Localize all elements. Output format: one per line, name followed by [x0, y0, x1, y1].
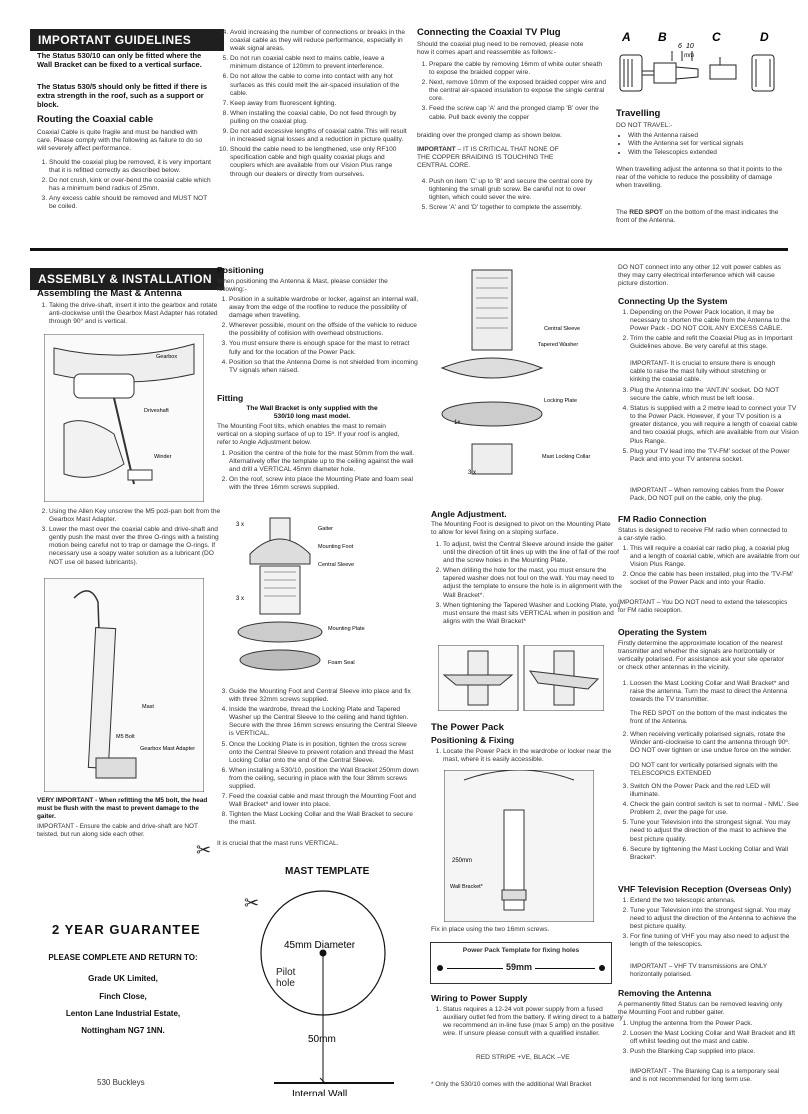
guarantee-sub: PLEASE COMPLETE AND RETURN TO: — [48, 953, 198, 962]
label-gaiter: Gaiter — [318, 526, 333, 532]
important-guidelines-banner: IMPORTANT GUIDELINES — [30, 29, 224, 51]
power-steps — [431, 748, 623, 766]
list-item: 2. Tune your Television into the strongest signal. You may need to adjust the direction of the Antenna to achieve the best picture quality. — [630, 907, 800, 931]
list-item: 1. Locate the Power Pack in the wardrobe or locker near the mast, where it is easily accessible. — [443, 748, 623, 764]
list-item: 3. Plug the Antenna into the 'ANT.IN' socket. DO NOT secure the cable, which must be left loose. — [630, 387, 800, 403]
list-item: 2. Loosen the Mast Locking Collar and Wall Bracket and lift off whilst feeding out the mast and cable. — [630, 1030, 800, 1046]
positioning-intro: When positioning the Antenna & Mast, please consider the following:- — [217, 278, 388, 294]
list-item: 1. Status requires a 12-24 volt power supply from a fused auxiliary outlet fed from the battery. If wiring direct to a battery we recommend an in-line fuse (max 5 amp) on the positive wire. If unsure please consult with a qualified installer. — [443, 1006, 623, 1038]
fm-note: IMPORTANT – You DO NOT need to extend the telescopics for FM radio reception. — [618, 599, 788, 614]
list-item: 1. This will require a coaxial car radio plug, a coaxial plug and a length of coaxial cable, which are available from our Vision Plus Range. — [630, 545, 800, 569]
label-central-sleeve-2: Central Sleeve — [544, 326, 581, 332]
mounting-foot-figure — [230, 514, 406, 682]
travelling-heading: Travelling — [616, 108, 661, 119]
red-spot: RED SPOT — [629, 209, 663, 216]
angle-steps — [431, 541, 623, 628]
list-item: 6. Do not allow the cable to come into contact with any hot surfaces as this could melt the air-spaced insulation of the cable. — [230, 73, 410, 97]
fitting-steps-a — [217, 450, 419, 494]
label-gearbox: Gearbox — [156, 354, 178, 360]
label-3x-lock: 3 x — [468, 470, 477, 476]
positioning-heading: Positioning — [217, 265, 264, 275]
list-item: • With the Antenna set for vertical signals — [628, 140, 798, 148]
list-item: 6. Secure by tightening the Mast Locking Collar and Wall Bracket*. — [630, 846, 800, 862]
list-item: 1. Should the coaxial plug be removed, it is very important that it is refitted correctly as described below. — [49, 159, 215, 175]
red-spot-pre: The — [616, 209, 630, 216]
label-foam-seal: Foam Seal — [328, 660, 355, 666]
list-item: 5. Tune your Television into the strongest signal. You may need to adjust the direction of the mast to achieve the best picture quality. — [630, 819, 800, 843]
connect-steps — [618, 309, 800, 353]
connect-note-2: IMPORTANT – When removing cables from the Power Pack, DO NOT pull on the cable, only the plug. — [630, 487, 785, 502]
label-3x-mid: 3 x — [236, 596, 245, 602]
fig-dim-mm: mm — [684, 53, 694, 59]
label-locking-plate: Locking Plate — [544, 398, 578, 404]
fig-dim-10: 10 — [686, 43, 694, 50]
address-line-4: Nottingham NG7 1NN. — [81, 1026, 165, 1035]
list-item: 2. When receiving vertically polarised signals, rotate the Winder anti-clockwise to cant the antenna through 90º. DO NOT over tighten or use undue force on the winder. — [630, 731, 800, 755]
removing-heading: Removing the Antenna — [618, 988, 712, 998]
op-note-b: DO NOT cant for vertically polarised signals with the TELESCOPICS EXTENDED — [630, 762, 778, 777]
operating-heading: Operating the System — [618, 627, 707, 637]
list-item: 3. For fine tuning of VHF you may also need to adjust the length of the telescopics. — [630, 933, 800, 949]
footnote: * Only the 530/10 comes with the additional Wall Bracket — [431, 1081, 592, 1088]
list-item: 3. Any excess cable should be removed and MUST NOT be coiled. — [49, 195, 215, 211]
intro-530-5: The Status 530/5 should only be fitted if there is extra strength in the roof, such as a support or block. — [37, 82, 208, 109]
travelling-bullets — [616, 132, 798, 157]
fig-dim-6: 6 — [678, 43, 682, 50]
power-pack-template — [430, 942, 612, 984]
list-item: 4. Position so that the Antenna Dome is not shielded from incoming TV signals when raised. — [229, 359, 419, 375]
routing-heading: Routing the Coaxial cable — [37, 114, 154, 125]
vhf-heading: VHF Television Reception (Overseas Only) — [618, 884, 792, 894]
op-steps-b — [618, 731, 800, 757]
list-item: 5. Plug your TV lead into the 'TV-FM' socket of the Power Pack and into your TV antenna socket. — [630, 448, 800, 464]
important-text: – IT IS CRITICAL THAT NONE OF THE COPPER BRAIDING IS TOUCHING THE CENTRAL CORE. — [417, 146, 559, 170]
travelling-text: When travelling adjust the antenna so that it points to the rear of the vehicle to reduce the possibility of damage when travelling. — [616, 166, 783, 190]
address-line-3: Lenton Lane Industrial Estate, — [65, 1009, 181, 1018]
coax-important — [417, 146, 567, 170]
intro-530-10: The Status 530/10 can only be fitted where the Wall Bracket can be fixed to a vertical surface. — [37, 51, 202, 69]
list-item: 2. Next, remove 10mm of the exposed braided copper wire and the central air-spaced insulation to expose the single central core. — [429, 79, 609, 103]
list-item: 4. Push on item 'C' up to 'B' and secure the central core by tightening the small grub screw. Be careful not to over tighten, which could sever the wire. — [429, 178, 609, 202]
fitting-steps-b — [217, 688, 419, 830]
important-note: IMPORTANT - Ensure the cable and drive-shaft are NOT twisted, but run along side each other. — [37, 823, 198, 838]
red-spot-post: on the bottom of the mast indicates the front of the Antenna. — [616, 209, 779, 225]
gearbox-figure — [44, 334, 204, 502]
fm-text: Status is designed to receive FM radio when connected to a car-style radio. — [618, 527, 788, 543]
angle-heading: Angle Adjustment. — [431, 509, 507, 519]
assembly-banner: ASSEMBLY & INSTALLATION — [30, 268, 224, 290]
template-wall: Internal Wall — [292, 1089, 348, 1096]
connect-note: IMPORTANT- It is crucial to ensure there is enough cable to raise the mast fully without stretching or kinking the coaxial cable. — [630, 360, 776, 383]
list-item: • With the Antenna raised — [628, 132, 798, 140]
wiring-heading: Wiring to Power Supply — [431, 993, 528, 1003]
list-item: 1. Position in a suitable wardrobe or locker, against an internal wall, away from the edge of the roofline to reduce the possibility of damage when travelling. — [229, 296, 419, 320]
label-mast: Mast — [142, 704, 154, 710]
list-item: 1. To adjust, twist the Central Sleeve around inside the gaiter until the direction of tilt lines up with the line of fall of the roof and the screw holes in the Mounting Plate. — [443, 541, 623, 565]
list-item: 6. When installing a 530/10, position the Wall Bracket 250mm down from the ceiling, securing in place with the four 38mm screws supplied. — [229, 767, 419, 791]
routing-list-a — [37, 159, 215, 214]
op-steps-a — [618, 680, 800, 706]
list-item: 4. Status is supplied with a 2 metre lead to connect your TV to the Power Pack. However, if your TV position is a greater distance, you will require a length of coaxial cable and two coaxial plugs, which are available from our Vision Plus Range. — [630, 405, 800, 445]
label-winder: Winder — [154, 454, 172, 460]
coax-plug-figure — [614, 25, 784, 105]
mast-template-title: MAST TEMPLATE — [285, 866, 370, 877]
address-line-1: Grade UK Limited, — [88, 974, 158, 983]
list-item: 2. Using the Allen Key unscrew the M5 pozi-pan bolt from the Gearbox Mast Adapter. — [49, 508, 221, 524]
fig-label-d: D — [760, 30, 769, 44]
label-mounting-plate: Mounting Plate — [328, 626, 365, 632]
list-item: 2. Once the cable has been installed, plug into the 'TV-FM' socket of the Power Pack and into your Radio. — [630, 571, 800, 587]
fitting-text: The Mounting Foot tilts, which enables the mast to remain vertical on a sloping surface of up to 15º. If your roof is angled, refer to Angle Adjustment below. — [217, 423, 400, 447]
list-item: 2. Do not crush, kink or over-bend the coaxial cable which has a minimum bend radius of 25mm. — [49, 177, 215, 193]
list-item: 8. Tighten the Mast Locking Collar and the Wall Bracket to secure the mast. — [229, 811, 419, 827]
list-item: 3. Switch ON the Power Pack and the red LED will illuminate. — [630, 783, 800, 799]
coax-cont: braiding over the pronged clamp as shown below. — [417, 132, 562, 139]
label-250mm: 250mm — [452, 858, 473, 864]
label-gearbox-adapter: Gearbox Mast Adapter — [140, 746, 196, 752]
fig-label-a: A — [622, 30, 631, 44]
power-pack-sub: Positioning & Fixing — [431, 735, 515, 745]
list-item: 3. When tightening the Tapered Washer and Locking Plate, you must ensure the mast sits VERTICAL when in position and aligns with the Wall Bracket* — [443, 602, 623, 626]
remove-steps — [618, 1020, 800, 1058]
list-item: 4. Avoid increasing the number of connections or breaks in the coaxial cable as they will reduce performance, especially in weak signal areas. — [230, 29, 410, 53]
fixing-hole-right — [599, 965, 605, 971]
op-steps-c — [618, 783, 800, 864]
coax-plug-heading: Connecting the Coaxial TV Plug — [417, 27, 561, 38]
list-item: 7. Feed the coaxial cable and mast through the Mounting Foot and Wall Bracket* and lower into place. — [229, 793, 419, 809]
stripe-note: RED STRIPE +VE, BLACK –VE — [476, 1054, 570, 1061]
label-driveshaft: Driveshaft — [144, 408, 169, 414]
routing-list-b — [218, 29, 410, 181]
list-item: 9. Do not add excessive lengths of coaxial cable.This will result in increased signal losses and a reduction in picture quality. — [230, 128, 410, 144]
vhf-steps — [618, 897, 800, 952]
power-pack-figure — [444, 770, 594, 922]
list-item: 3. Push the Blanking Cap supplied into place. — [630, 1048, 800, 1056]
list-item: 1. Taking the drive-shaft, insert it into the gearbox and rotate anti-clockwise until the Gearbox Mast Adapter has rotated through 90° and is vertical. — [49, 302, 221, 326]
label-mounting-foot: Mounting Foot — [318, 544, 354, 550]
list-item: 1. Position the centre of the hole for the mast 50mm from the wall. Alternatively offer the template up to the ceiling against the wall and drill a VERTICAL 45mm diameter hole. — [229, 450, 419, 474]
mast-figure — [44, 578, 204, 792]
vhf-note: IMPORTANT – VHF TV transmissions are ONLY horizontally polarised. — [630, 963, 768, 978]
fitting-center-note: The Wall Bracket is only supplied with the 530/10 long mast model. — [246, 405, 378, 421]
list-item: 5. Once the Locking Plate is in position, tighten the cross screw onto the Central Sleeve to prevent rotation and thread the Mast Locking Collar onto the end of the Central Sleeve. — [229, 741, 419, 765]
list-item: 5. Do not run coaxial cable next to mains cable, leave a minimum distance of 120mm to prevent interference. — [230, 55, 410, 71]
critical-note: It is crucial that the mast runs VERTICAL. — [217, 840, 339, 847]
list-item: 8. When installing the coaxial cable, Do not feed through by pulling on the coaxial plug. — [230, 110, 410, 126]
coax-plug-intro: Should the coaxial plug need to be removed, please note how it comes apart and reassemble as follows:- — [417, 41, 584, 57]
list-item: 3. Guide the Mounting Foot and Central Sleeve into place and fix with three 32mm screws supplied. — [229, 688, 419, 704]
list-item: • With the Telescopics extended — [628, 149, 798, 157]
label-1x: 1x — [454, 420, 461, 426]
remove-note: IMPORTANT - The Blanking Cap is a temporary seal and is not recommended for long term use. — [630, 1068, 780, 1083]
locking-plate-figure — [432, 264, 612, 506]
address-line-2: Finch Close, — [99, 992, 147, 1001]
list-item: 4. Inside the wardrobe, thread the Locking Plate and Tapered Washer up the Central Sleeve to the ceiling and hand tighten. Secure with the three 16mm screws ensuring the Central Sleeve is VERTICAL. — [229, 706, 419, 738]
list-item: 2. When drilling the hole for the mast, you must ensure the tapered washer does not foul on the wall. You may need to adjust the template to ensure the hole is in alignment with the Wall Bracket*. — [443, 567, 623, 599]
important-lead: IMPORTANT — [417, 146, 456, 153]
list-item: 5. Screw 'A' and 'D' together to complete the assembly. — [429, 204, 609, 212]
fm-steps — [618, 545, 800, 589]
red-spot-text — [616, 209, 788, 225]
very-important-note: VERY IMPORTANT - When refitting the M5 bolt, the head must be flush with the mast to prevent damage to the gaiter. — [37, 797, 208, 820]
label-3x-top: 3 x — [236, 522, 245, 528]
label-m5-bolt: M5 Bolt — [116, 734, 135, 740]
fig-label-b: B — [658, 30, 667, 44]
positioning-list — [217, 296, 419, 377]
assembly-steps-a — [37, 302, 221, 328]
assembly-steps-b — [37, 508, 221, 569]
fig-label-c: C — [712, 30, 721, 44]
power-step-2: Fix in place using the two 16mm screws. — [431, 926, 550, 933]
wiring-steps — [431, 1006, 623, 1040]
list-item: 1. Prepare the cable by removing 16mm of white outer sheath to expose the braided copper wire. — [429, 61, 609, 77]
connecting-heading: Connecting Up the System — [618, 296, 728, 306]
travelling-sub: DO NOT TRAVEL:- — [616, 122, 673, 129]
guarantee-title: 2 YEAR GUARANTEE — [52, 922, 201, 937]
coax-steps-b — [417, 178, 609, 214]
fixing-hole-left — [437, 965, 443, 971]
list-item: 2. Trim the cable and refit the Coaxial Plug as in Important Guidelines above. Be very careful at this stage. — [630, 335, 800, 351]
coax-steps-a — [417, 61, 609, 124]
list-item: 3. Lower the mast over the coaxial cable and drive-shaft and gently push the mast over the three O-rings with a twisting motion being careful not to trap or damage the O-rings. If necessary use a soapy water solution as a lubricant (DO NOT use oil based lubricants). — [49, 526, 221, 566]
power-pack-heading: The Power Pack — [431, 722, 504, 733]
right-top-text: DO NOT connect into any other 12 volt power cables as they may carry electrical interference which will cause picture distortion. — [618, 264, 781, 288]
scissors-icon: ✂ — [244, 893, 260, 913]
template-diameter: 45mm Diameter — [284, 940, 356, 951]
list-item: 7. Keep away from fluorescent lighting. — [230, 100, 410, 108]
section-divider — [30, 248, 788, 251]
list-item: 1. Depending on the Power Pack location, it may be necessary to shorten the cable from the Antenna to the Power Pack - DO NOT COIL ANY EXCESS CABLE. — [630, 309, 800, 333]
footer-code: 530 Buckleys — [97, 1078, 145, 1087]
list-item: 3. You must ensure there is enough space for the mast to retract fully and for the location of the Power Pack. — [229, 340, 419, 356]
list-item: 2. Wherever possible, mount on the offside of the vehicle to reduce the possibility of collision with overhead obstructions. — [229, 322, 419, 338]
fm-heading: FM Radio Connection — [618, 514, 707, 524]
removing-text: A permanently fitted Status can be removed leaving only the Mounting Foot and rubber gaiter. — [618, 1001, 783, 1017]
label-tapered-washer: Tapered Washer — [538, 342, 579, 348]
list-item: 3. Feed the screw cap 'A' and the pronged clamp 'B' over the cable. Pull back evenly the copper — [429, 105, 609, 121]
connect-steps-b — [618, 387, 800, 466]
op-note-a: The RED SPOT on the bottom of the mast indicates the front of the Antenna. — [630, 710, 788, 725]
template-pilot: Pilot hole — [276, 967, 296, 989]
routing-text: Coaxial Cable is quite fragile and must be handled with care. Please comply with the following as failure to do so will severely affect performance. — [37, 129, 203, 153]
angle-text: The Mounting Foot is designed to pivot on the Mounting Plate to allow for level fixing on a sloping surface. — [431, 521, 611, 537]
scissors-icon: ✂ — [196, 840, 212, 860]
label-mast-locking-collar: Mast Locking Collar — [542, 454, 591, 460]
label-wall-bracket: Wall Bracket* — [450, 884, 483, 890]
label-central-sleeve: Central Sleeve — [318, 562, 355, 568]
angle-figure — [438, 645, 604, 711]
fitting-heading: Fitting — [217, 393, 244, 403]
template-dim: 59mm — [503, 962, 535, 972]
list-item: 1. Unplug the antenna from the Power Pack. — [630, 1020, 800, 1028]
operating-text: Firstly determine the approximate location of the nearest transmitter and whether the signals are horizontally or vertically polarised. For assistance ask your site operator or check other antennas in the vicinity. — [618, 640, 785, 672]
list-item: 2. On the roof, screw into place the Mounting Plate and foam seal with the three 16mm screws supplied. — [229, 476, 419, 492]
list-item: 1. Extend the two telescopic antennas. — [630, 897, 800, 905]
list-item: 10. Should the cable need to be lengthened, use only RF100 specification cable and high quality coaxial plugs and couplers which are available from our Vision Plus range through our dealers or directly from ourselves. — [230, 146, 410, 178]
template-dist: 50mm — [308, 1034, 336, 1045]
template-caption: Power Pack Template for fixing holes — [462, 947, 580, 954]
list-item: 4. Check the gain control switch is set to normal - NML'. See Problem 2, over the page for use. — [630, 801, 800, 817]
assembling-heading: Assembling the Mast & Antenna — [37, 288, 182, 299]
list-item: 1. Loosen the Mast Locking Collar and Wall Bracket* and raise the antenna. Turn the mast to direct the Antenna towards the TV transmitter. — [630, 680, 800, 704]
